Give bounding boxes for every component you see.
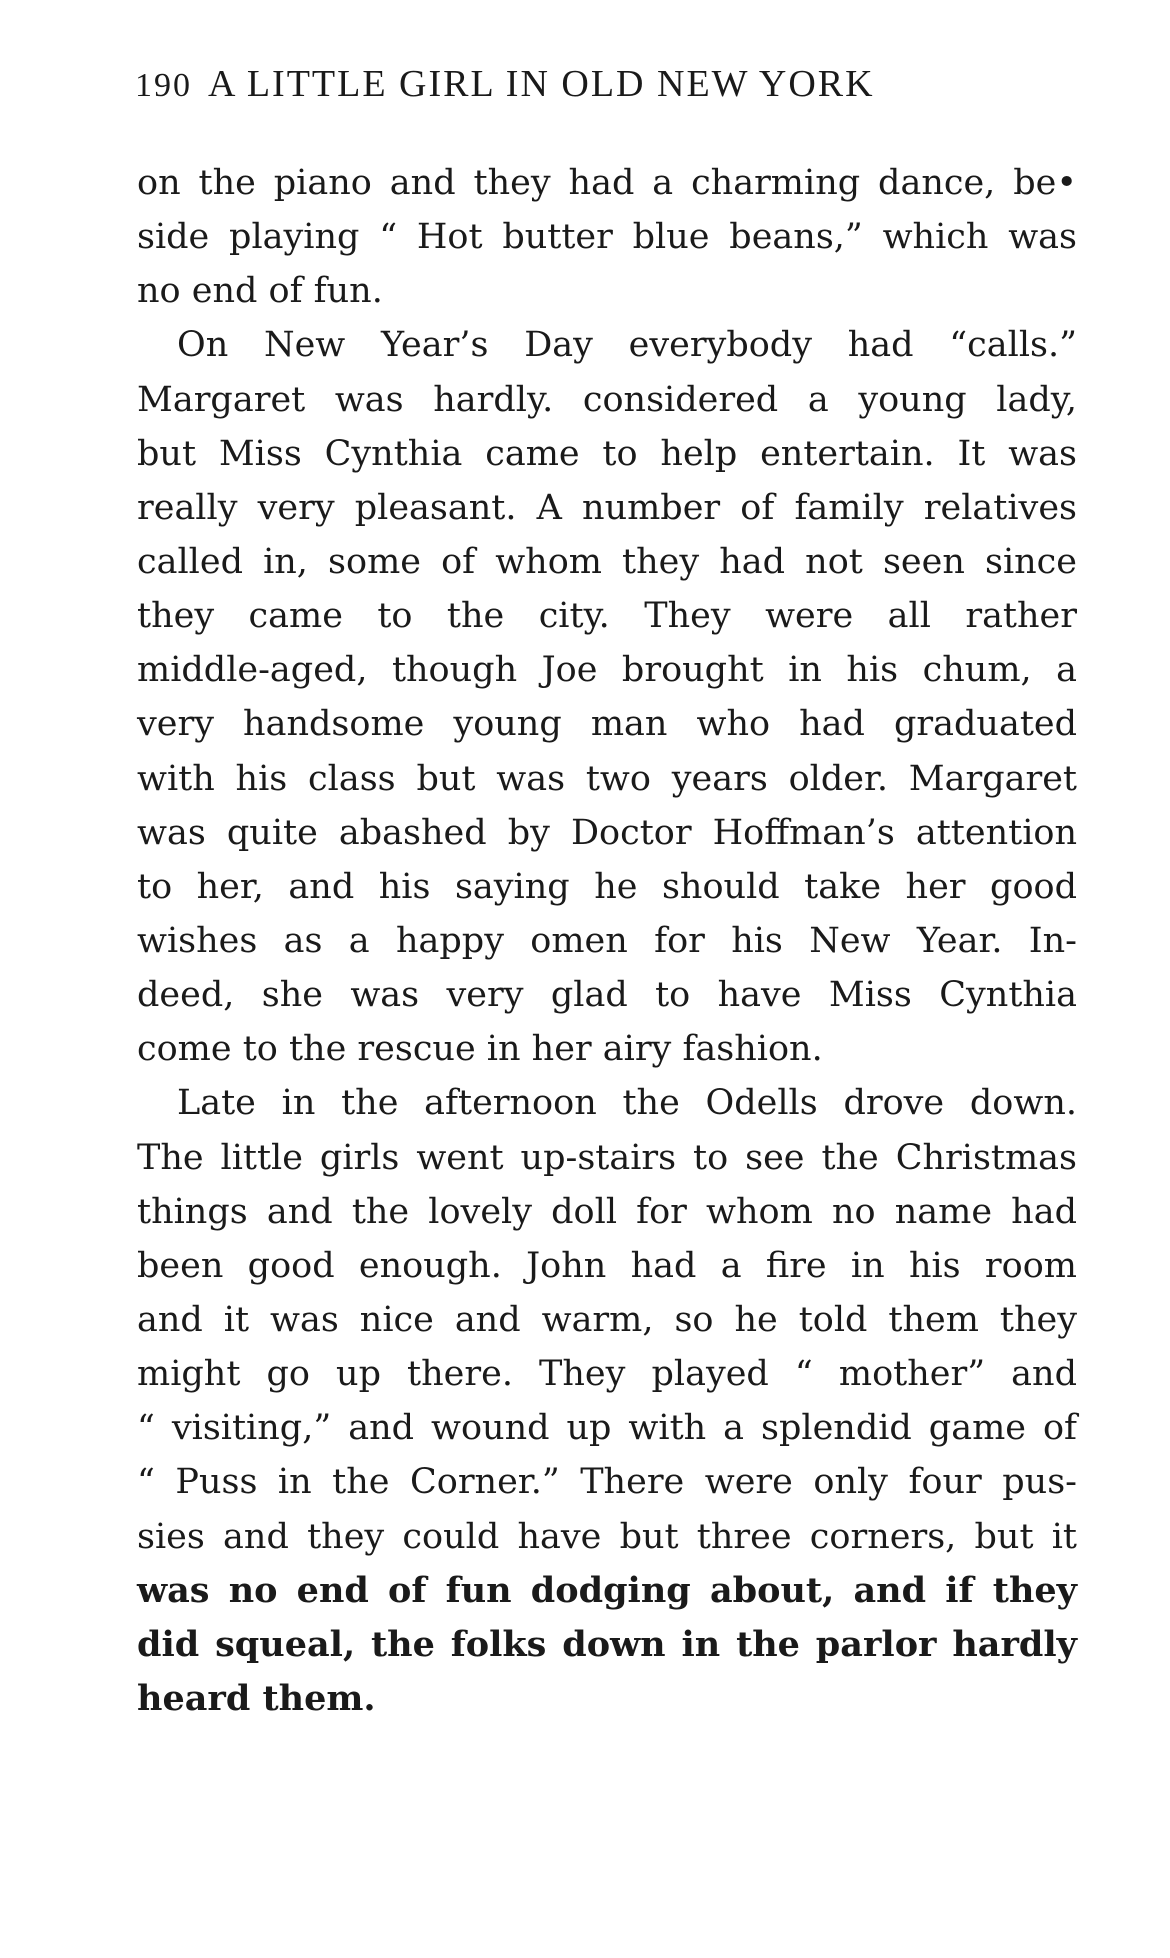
text-line: come to the rescue in her airy fashion.	[137, 1029, 823, 1070]
text-line: really very pleasant. A number of family relatives	[137, 487, 1077, 528]
text-line: “ visiting,” and wound up with a splendid game of	[137, 1408, 1077, 1449]
text-line: sies and they could have but three corners, but it	[137, 1516, 1077, 1557]
text-line: was no end of fun dodging about, and if they	[137, 1569, 1077, 1611]
text-line: side playing “ Hot butter blue beans,” which was	[137, 217, 1077, 258]
text-line: “ Puss in the Corner.” There were only four pus-	[137, 1462, 1077, 1503]
text-line: was quite abashed by Doctor Hoffman’s attention	[137, 812, 1077, 853]
text-line: with his class but was two years older. Margaret	[137, 758, 1077, 799]
text-line: called in, some of whom they had not seen since	[137, 541, 1077, 582]
text-line: very handsome young man who had graduated	[137, 704, 1077, 745]
text-line: Margaret was hardly. considered a young lady,	[137, 379, 1077, 420]
text-line: things and the lovely doll for whom no name had	[137, 1191, 1077, 1232]
text-line: they came to the city. They were all rather	[137, 596, 1077, 637]
text-line: Late in the afternoon the Odells drove down.	[177, 1083, 1077, 1124]
running-title: A LITTLE GIRL IN OLD NEW YORK	[208, 63, 875, 105]
text-line: on the piano and they had a charming dance, be•	[137, 163, 1077, 203]
text-line: middle-aged, though Joe brought in his chum, a	[137, 650, 1077, 691]
text-line: and it was nice and warm, so he told them they	[137, 1299, 1077, 1340]
body-text	[137, 156, 1077, 1726]
text-line: deed, she was very glad to have Miss Cynthia	[137, 975, 1077, 1016]
running-head	[135, 62, 1035, 106]
text-line: wishes as a happy omen for his New Year. In-	[137, 920, 1077, 961]
text-line: been good enough. John had a fire in his room	[137, 1245, 1077, 1286]
text-line: heard them.	[137, 1677, 376, 1719]
page-number: 190	[135, 67, 192, 104]
text-line: but Miss Cynthia came to help entertain. It was	[137, 433, 1077, 474]
text-line: no end of fun.	[137, 271, 383, 312]
text-line: did squeal, the folks down in the parlor hardly	[137, 1623, 1077, 1665]
text-line: On New Year’s Day everybody had “calls.”	[177, 325, 1077, 366]
text-line: to her, and his saying he should take her good	[137, 866, 1077, 907]
text-line: The little girls went up-stairs to see the Christmas	[137, 1137, 1077, 1178]
text-line: might go up there. They played “ mother” and	[137, 1354, 1077, 1395]
